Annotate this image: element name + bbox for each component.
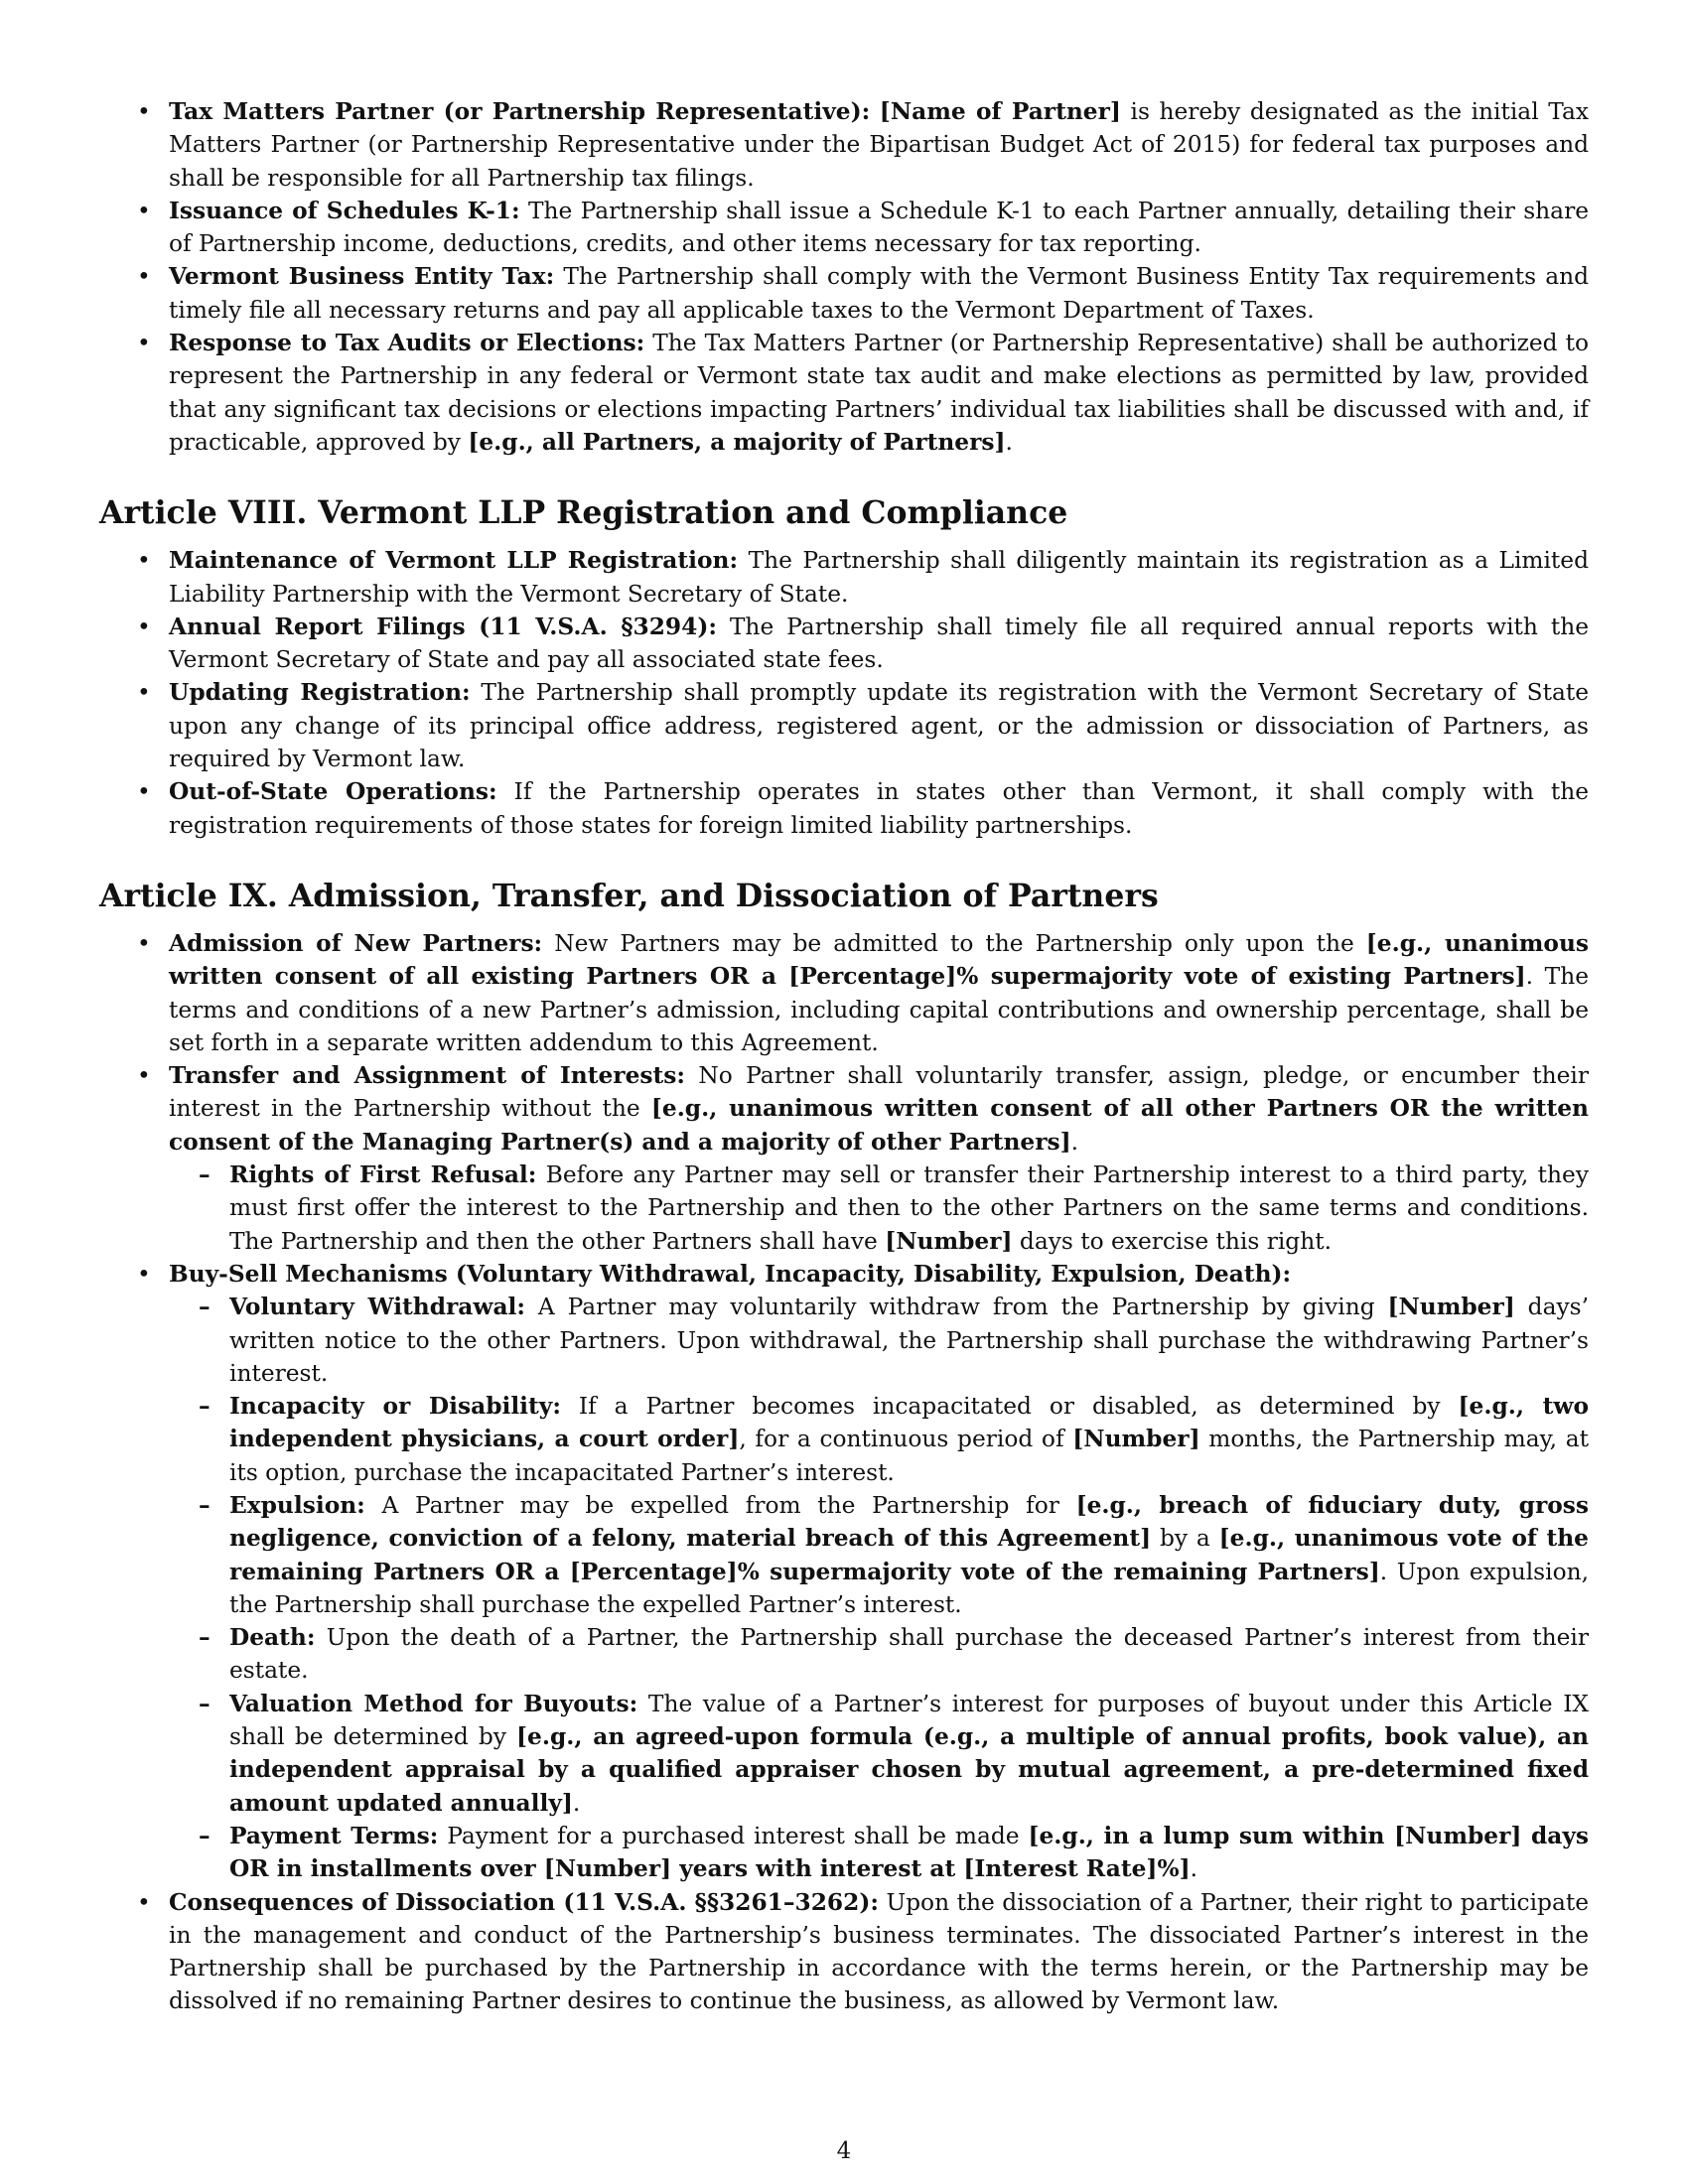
list-item: • Issuance of Schedules K-1: The Partnership shall issue a Schedule K-1 to each Partner annually, detailing their share of Partnership income, deductions, credits, and other items necessary for tax reporting. xyxy=(99,195,1589,261)
sub-list-item: – Voluntary Withdrawal: A Partner may voluntarily withdraw from the Partnership by giving [Number] days’ written notice to the other Partners. Upon withdrawal, the Partnership shall purchase the withdrawing Partner’s interest. xyxy=(169,1291,1589,1390)
item-term: Valuation Method for Buyouts: xyxy=(229,1690,638,1717)
list-item: • Maintenance of Vermont LLP Registration: The Partnership shall diligently maintain its registration as a Limited Liability Partnership with the Vermont Secretary of State. xyxy=(99,544,1589,611)
item-term: Transfer and Assignment of Interests: xyxy=(169,1062,685,1090)
article-ix-list xyxy=(99,927,1589,2018)
transfer-sublist xyxy=(169,1159,1589,1258)
article-ix-heading: Article IX. Admission, Transfer, and Dissociation of Partners xyxy=(99,877,1159,914)
sub-list-item: – Expulsion: A Partner may be expelled from the Partnership for [e.g., breach of fiduciary duty, gross negligence, conviction of a felony, material breach of this Agreement] by a [e.g., unanimous vote of the remaining Partners OR a [Percentage]% supermajority vote of the remaining Partners]. Upon expulsion, the Partnership shall purchase the expelled Partner’s interest. xyxy=(169,1489,1589,1621)
item-term: Buy-Sell Mechanisms (Voluntary Withdrawal, Incapacity, Disability, Expulsion, Death): xyxy=(169,1260,1292,1288)
item-term: Voluntary Withdrawal: xyxy=(229,1294,526,1321)
list-item: • Updating Registration: The Partnership shall promptly update its registration with the Vermont Secretary of State upon any change of its principal office address, registered agent, or the admission or dissociation of Partners, as required by Vermont law. xyxy=(99,676,1589,775)
buysell-sublist xyxy=(169,1291,1589,1885)
list-item: • Response to Tax Audits or Elections: The Tax Matters Partner (or Partnership Representative) shall be authorized to represent the Partnership in any federal or Vermont state tax audit and make elections as permitted by law, provided that any significant tax decisions or elections impacting Partners’ individual tax liabilities shall be discussed with and, if practicable, approved by [e.g., all Partners, a majority of Partners]. xyxy=(99,327,1589,459)
item-term: Vermont Business Entity Tax: xyxy=(169,263,555,291)
item-term: Tax Matters Partner (or Partnership Representative): xyxy=(169,98,871,125)
list-item: • Tax Matters Partner (or Partnership Representative): [Name of Partner] is hereby designated as the initial Tax Matters Partner (or Partnership Representative under the Bipartisan Budget Act of 2015) for federal tax purposes and shall be responsible for all Partnership tax filings. xyxy=(99,95,1589,195)
sub-list-item: – Valuation Method for Buyouts: The value of a Partner’s interest for purposes of buyout under this Article IX shall be determined by [e.g., an agreed-upon formula (e.g., a multiple of annual profits, book value), an independent appraisal by a qualified appraiser chosen by mutual agreement, a pre-determined fixed amount updated annually]. xyxy=(169,1688,1589,1820)
sub-list-item: – Payment Terms: Payment for a purchased interest shall be made [e.g., in a lump sum within [Number] days OR in installments over [Number] years with interest at [Interest Rate]%]. xyxy=(169,1820,1589,1886)
item-term: Out-of-State Operations: xyxy=(169,778,497,806)
article-viii-list xyxy=(99,544,1589,842)
item-term: Response to Tax Audits or Elections: xyxy=(169,330,645,357)
list-item: • Out-of-State Operations: If the Partnership operates in states other than Vermont, it shall comply with the registration requirements of those states for foreign limited liability partnerships. xyxy=(99,775,1589,842)
list-item: • Annual Report Filings (11 V.S.A. §3294): The Partnership shall timely file all required annual reports with the Vermont Secretary of State and pay all associated state fees. xyxy=(99,611,1589,677)
list-item: • Consequences of Dissociation (11 V.S.A. §§3261–3262): Upon the dissociation of a Partner, their right to participate in the management and conduct of the Partnership’s business terminates. The dissociated Partner’s interest in the Partnership shall be purchased by the Partnership in accordance with the terms herein, or the Partnership may be dissolved if no remaining Partner desires to continue the business, as allowed by Vermont law. xyxy=(99,1886,1589,2018)
list-item: • Transfer and Assignment of Interests: No Partner shall voluntarily transfer, assign, pledge, or encumber their interest in the Partnership without the [e.g., unanimous written consent of all other Partners OR the written consent of the Managing Partner(s) and a majority of other Partners]. – Rights of First Refusal: Before any Partner may sell or transfer their Partnership interest to a third party, they must first offer the interest to the Partnership and then to the other Partners on the same terms and conditions. The Partnership and then the other Partners shall have [Number] days to exercise this right. xyxy=(99,1059,1589,1258)
sub-list-item: – Death: Upon the death of a Partner, the Partnership shall purchase the deceased Partner’s interest from their estate. xyxy=(169,1621,1589,1688)
item-term: Rights of First Refusal: xyxy=(229,1161,537,1189)
document-page xyxy=(99,95,1589,2018)
item-term: Admission of New Partners: xyxy=(169,929,543,957)
sub-list-item: – Incapacity or Disability: If a Partner becomes incapacitated or disabled, as determined by [e.g., two independent physicians, a court order], for a continuous period of [Number] months, the Partnership may, at its option, purchase the incapacitated Partner’s interest. xyxy=(169,1390,1589,1489)
item-term: Consequences of Dissociation (11 V.S.A. §§3261–3262): xyxy=(169,1888,879,1916)
item-term: Death: xyxy=(229,1624,316,1652)
tax-list xyxy=(99,95,1589,459)
item-term: Maintenance of Vermont LLP Registration: xyxy=(169,547,739,575)
item-term: Payment Terms: xyxy=(229,1822,439,1849)
list-item: • Vermont Business Entity Tax: The Partnership shall comply with the Vermont Business Entity Tax requirements and timely file all necessary returns and pay all applicable taxes to the Vermont Department of Taxes. xyxy=(99,260,1589,327)
page-number: 4 xyxy=(836,2138,852,2164)
article-viii-heading: Article VIII. Vermont LLP Registration and Compliance xyxy=(99,494,1068,532)
item-term: Incapacity or Disability: xyxy=(229,1393,561,1421)
item-term: Issuance of Schedules K-1: xyxy=(169,197,520,224)
list-item xyxy=(99,1258,1589,1886)
item-term: Annual Report Filings (11 V.S.A. §3294): xyxy=(169,613,717,640)
sub-list-item: – Rights of First Refusal: Before any Partner may sell or transfer their Partnership interest to a third party, they must first offer the interest to the Partnership and then to the other Partners on the same terms and conditions. The Partnership and then the other Partners shall have [Number] days to exercise this right. xyxy=(169,1159,1589,1258)
item-term: Expulsion: xyxy=(229,1491,365,1519)
list-item: • Admission of New Partners: New Partners may be admitted to the Partnership only upon the [e.g., unanimous written consent of all existing Partners OR a [Percentage]% supermajority vote of existing Partners]. The terms and conditions of a new Partner’s admission, including capital contributions and ownership percentage, shall be set forth in a separate written addendum to this Agreement. xyxy=(99,927,1589,1059)
item-term: Updating Registration: xyxy=(169,679,471,707)
